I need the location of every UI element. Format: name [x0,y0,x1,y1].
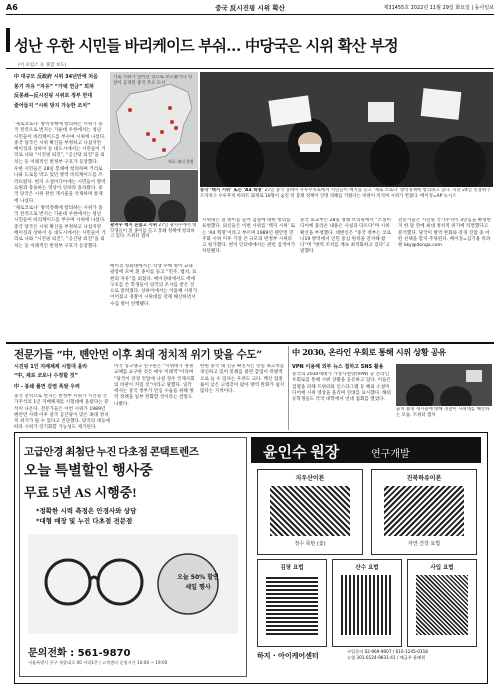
ad-title: 윤인수 원장 [263,445,340,461]
ad-title-sub: 연구개발 [371,449,410,460]
protest-photo [200,72,493,187]
ad-box-title: 김장 요법 [280,565,304,571]
ad-product-box [407,559,477,647]
subheadline: 줄어들지 “시위 방지 가능한 조치” [14,102,91,109]
issue-info: 제31455호 2022년 11월 29일 화요일 | 동아일보 [383,5,494,11]
article-column: 베이징 칭화대에서는 학생 수백 명이 교내 광장에 모여 흰 종이를 들고 “민주, 법치, 표현의 자유”를 외쳤다. 베이징대에서도 벽에 구호를 쓴 학생들이 당국의 조사를 받은 것으로 알려졌다. 상하이에서는 이틀째 시위가 이어졌고 경찰이 시위대를 강제 해산하면서 수십 명이 연행됐다. [110,264,198,307]
ad-note: *대형 매장 및 누진 다초점 전문점 [36,517,133,525]
article-column: 중국 외교부는 28일 정례 브리핑에서 “소셜미디어에 올라온 내용은 사실과 다르다”며 시위 확산을 부정했다. 대변인은 “중국 정부는 코로나19 방역에서 인민 중심 원칙을 견지해 왔다”며 “방역 조치를 계속 최적화하고 있다”고 말했다. [300,218,392,255]
map-source: 자료: 외신 종합 [168,159,194,164]
subheadline: 中 대규모 反政府 시위 34년만에 처음 [14,74,98,80]
subheadline: 봉기 자유 “자유” “가택 연금” 외쳐 [14,83,94,90]
caption-title: 광저우 백지 흔들고 시위 [110,223,158,228]
byline: (이 포럼스 등 종합 보도) [18,63,67,68]
column-divider [288,346,289,430]
section2-headline-left: 전문가들 “中, 톈안먼 이후 최대 정치적 위기 맞을 수도” [14,349,262,361]
ad-product-box [332,559,402,647]
ad-box-title: 사입 요법 [430,565,454,571]
ad-box-title: 지우산이론 [295,475,325,482]
article-column: 중국 전역으로 번지는 반정부 시위가 시진핑 국가주석의 1인 지배체제를 시험대에 올렸다는 분석이 나온다. 전문가들은 이번 시위가 1989년 톈안먼 사태 이후 중국 공산당이 맞은 최대 정치적 위기가 될 수 있다고 진단했다. 당국의 대응에 따라 시위가 장기화할 가능성도 제기된다. [14,394,110,430]
guangzhou-photo-image [110,170,198,222]
ad-box-item: 자연 건강 요법 [407,541,441,547]
ad-product-box [371,469,477,555]
subheadline: 中 - 봉쇄 풀면 감염 폭발 우려 [14,384,80,390]
product-image-icon [270,486,350,536]
article-column: 중국의 2030세대가 가상사설망(VPN) 등 온라인 우회로를 통해 시위 상황을 공유하고 있다. 이들은 검열을 피해 트위터와 인스타그램 등 해외 소셜미디어에 시위 영상을 올리며 연대를 표시했다. 해외 유학생들도 각국 대학에서 연대 집회를 열었다. [292,372,391,403]
subheadline: VPN 이용해 외부 뉴스 접하고 SNS 활용 [292,364,384,370]
ad-headline: 고급안경 최첨단 누진 다초점 콘택트렌즈 [24,447,199,458]
section-title: 중국 反시진핑 시위 확산 [215,4,285,12]
section2-subheadlines [14,364,110,391]
product-image-icon [341,575,393,635]
section2-photo [396,364,492,406]
product-image-icon [384,486,464,536]
health-ad [251,437,481,675]
ad-headline: 무료 5년 AS 시행중! [24,485,137,500]
article-paragraph: ‘제로코로나’ 방역정책에 항의하는 시위가 중국 전역으로 번지는 가운데 우한에서는 성난 시민들이 바리케이드를 부수며 시위에 나섰다. 중국 당국은 시위 확산을 부정하고 나섰지만 베이징과 상하이 등 대도시에서는 시민들이 거리로 나와 “시진핑 퇴진”, “공산당 퇴진”을 외치는 등 이례적인 반정부 구호가 등장했다. [14,122,106,165]
ad-box-title: 산수 요법 [355,565,379,571]
ad-phone: 문의전화 : 561-9870 [28,648,131,659]
caption-text: 27일 중국 상하이 우루무치로에서 시민들이 백지를 들고 ‘제로 코로나’ 방역정책에 항의하고 있다. 지난 24일 신장위구르자치구 우루무치 아파트 화재로 10명이 숨진 뒤 봉쇄 정책이 인명 피해를 키웠다는 비판이 커지며 시위가 번졌다. 베이징=AP 뉴시스 [200,188,491,199]
page-number: A6 [6,3,18,12]
product-image-icon [266,575,318,635]
ad-badge: 세일 행사 [185,584,211,591]
section2-photo-caption: 출처 불명 게시물에 대해 경찰이 시위대를 해산하는 모습. 트위터 캡처 [396,407,490,418]
ad-headline: 오늘 특별할인 행사중 [24,464,153,479]
ad-footer-bank: 농협 301-0124-9631-41 / 예금주 윤혜원 [347,655,426,660]
ad-box-item: 정수 목탄 (숯) [294,541,326,547]
ad-footer-name: 하지 · 아이케어센터 [257,652,319,660]
caption-title: 중국 ‘백지 시위’ 또는 ‘A4 혁명’ [200,188,264,193]
article-paragraph: ‘제로코로나’ 방역정책에 항의하는 시위가 중국 전역으로 번지는 가운데 우한에서는 성난 시민들이 바리케이드를 부수며 시위에 나섰다. 중국 당국은 시위 확산을 부정하고 나섰지만 베이징과 상하이 등 대도시에서는 시민들이 거리로 나와 “시진핑 퇴진”, “공산당 퇴진”을 외치는 등 이례적인 반정부 구호가 등장했다. [14,205,106,249]
eyewear-ad [19,437,247,677]
ad-badge: 오늘 50% 할인 [177,574,219,581]
subheadline-group [14,74,106,109]
article-column: 전문가들은 시진핑 국가주석이 3연임을 확정한 지 한 달 만에 최대 정치적 위기에 직면했다고 분석했다. 당국이 방역 완화와 강경 진압 중 어떤 선택을 할지 주목된다. 베이징=김기용 특파원 kky@donga.com [398,218,492,249]
article-column: 한편 중국 내 신규 확진자는 연일 최고치를 경신하고 있어 봉쇄를 풀면 감염이 폭발적으로 늘 수 있다는 우려도 크다. 백신 접종률이 낮은 고령층이 많아 방역 완화가 쉽지 않다는 지적이다. [200,364,285,395]
ad-product-box [257,469,363,555]
subheadline: 시진핑 1인 지배체제 시험대 올라 [14,364,88,370]
article-paragraph: 우한 시민들은 28일 봉쇄에 항의하며 거리로 나와 도로를 막고 있던 방역 바리케이드를 쓰러뜨렸다. 현지 소셜미디어에는 시민들이 방역요원과 충돌하는 영상이 잇따라 올라왔다. 중국 당국은 시위 관련 게시물을 삭제하며 통제에 나섰다. [14,167,106,204]
caption-text: 27일 광저우에서 대학생들이 흰 종이를 들고 봉쇄 정책에 항의하고 있다. 트위터 캡처 [110,223,197,240]
article-column: 시위대는 흰 종이를 들어 검열에 대한 항의를 표현했다. 외신들은 이번 시위를 ‘백지 시위’ 또는 ‘A4 혁명’이라고 부르며 1989년 톈안먼 민주화 시위 이후 가장 큰 규모의 반정부 시위라고 평가했다. 현지 인터넷에서는 관련 검색어가 차단됐다. [202,218,296,255]
main-photo-caption [200,188,493,218]
advertisement-area [14,432,488,684]
subheadline: “中, 제로 코로나 수정할 것” [14,372,78,379]
divider [6,68,494,69]
section2-headline-right: 中 2030, 온라인 우회로 통해 시위 상황 공유 [292,347,446,357]
small-photo-caption [110,223,198,263]
article-column [14,122,106,340]
ad-product-box [257,559,327,647]
article-column: 미국 싱크탱크 연구원은 “시위대가 정권 교체를 요구한 것은 매우 이례적”이라며 “당국이 강경 진압에 나설 경우 국제사회의 비판이 커질 것”이라고 말했다. 일각에서는 중국 정부가 민심 수습을 위해 방역 정책을 일부 완화할 것이라는 전망도 나왔다. [114,364,195,407]
page-header [6,2,494,15]
subheadline: 反봉쇄—反시진핑 시위로 정부 반대 [14,93,93,99]
map-icon [110,72,198,169]
headline-marker [6,28,10,52]
ad-footer-contact [347,649,479,661]
ad-box-title: 진북하유이론 [406,475,442,482]
ad-note: *정확한 시력 측정은 안경사와 상담 [36,507,137,515]
ad-footer-phone: 구입문의 02-969-9007 / 010-1245-0118 [347,649,428,654]
guangzhou-photo [110,170,198,222]
ad-address: 서울특별시 중구 세종대로 00 지하1층 | 고객센터 운영시간 10:00 ~ 19:00 [28,660,168,665]
china-map-graphic [110,72,198,169]
protest-photo-image [200,72,493,187]
ad-title-bar [251,437,481,463]
map-note: 가로 시위가 일어난 것으로 보도됐거나 영상이 공개된 중국 주요 도시 [113,75,193,86]
product-image-icon [416,575,468,635]
main-headline: 성난 우한 시민들 바리케이드 부숴… 中당국은 시위 확산 부정 [14,37,398,55]
divider [6,342,494,344]
section2-photo-image [396,364,492,406]
